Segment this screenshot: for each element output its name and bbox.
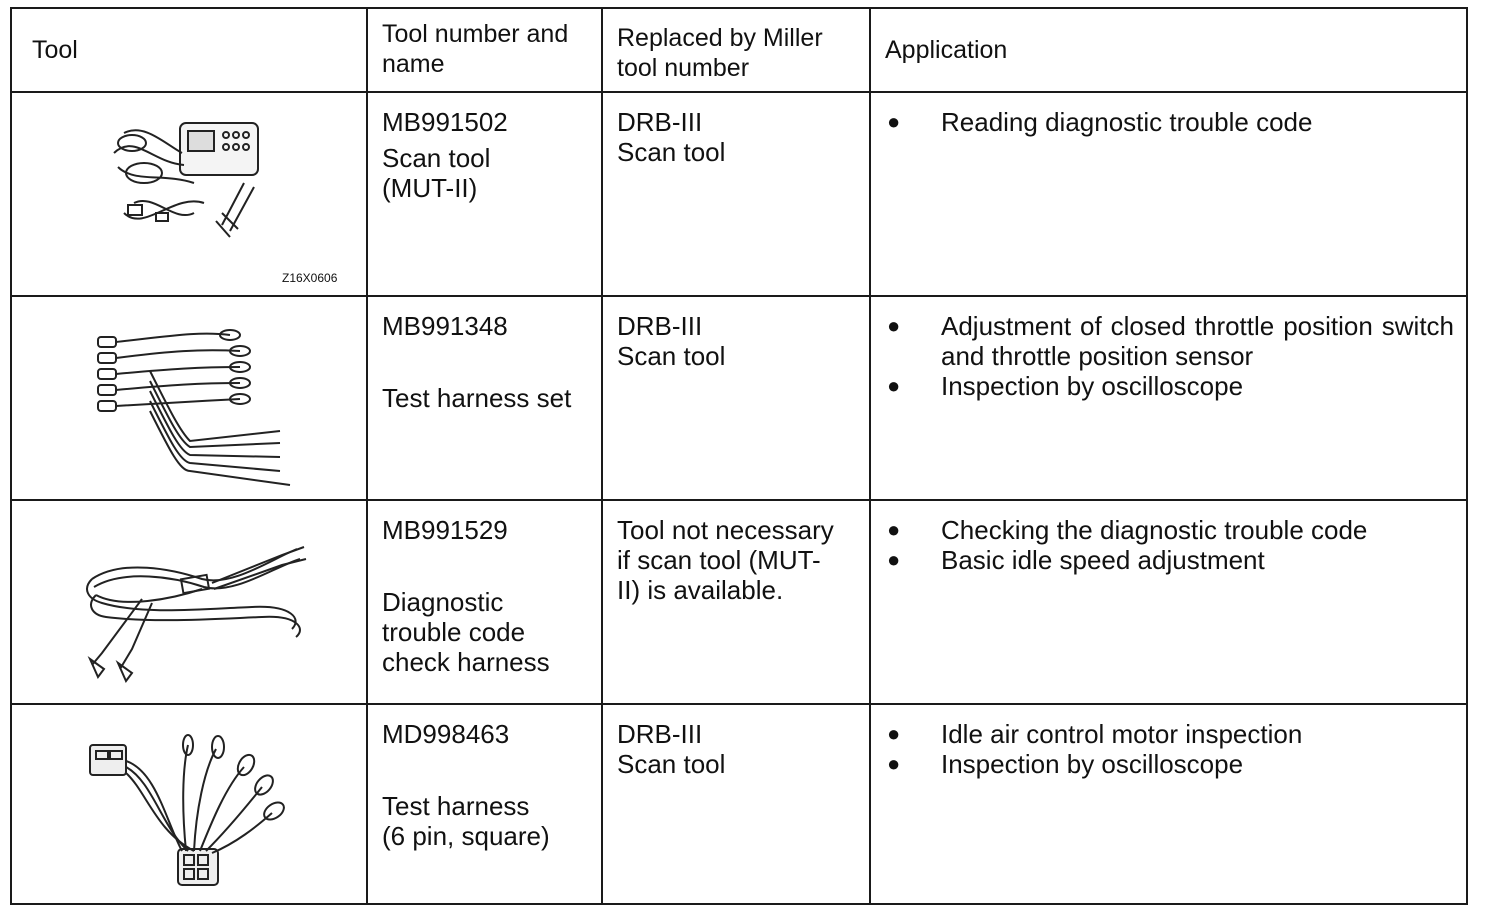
header-tool-label: Tool [32, 36, 78, 64]
application-cell [869, 705, 1466, 903]
table-row [12, 93, 1466, 297]
application-list [885, 311, 1454, 401]
application-list [885, 107, 1454, 137]
header-cell-number-name [366, 9, 603, 91]
replaced-by-cell [601, 501, 871, 703]
application-item: ● Basic idle speed adjustment [885, 545, 1454, 575]
replaced-line: if scan tool (MUT- [617, 545, 821, 575]
tool-figure-cell [12, 297, 368, 499]
tool-name-line: Test harness [382, 791, 530, 821]
replaced-by-cell [601, 705, 871, 903]
test-harness-set-illustration-icon [90, 321, 300, 491]
figure-code-label: Z16X0606 [282, 271, 338, 285]
replaced-line: Scan tool [617, 341, 726, 371]
replaced-line: II) is available. [617, 575, 784, 605]
tool-figure-cell [12, 501, 368, 703]
tool-number-name-cell [366, 705, 603, 903]
header-cell-tool [12, 9, 368, 91]
application-cell [869, 501, 1466, 703]
tool-name-line: trouble code [382, 617, 526, 647]
six-pin-harness-illustration-icon [86, 731, 286, 891]
header-replaced-label: Replaced by Miller tool number [617, 24, 823, 82]
table-row [12, 297, 1466, 501]
tool-name-line: (MUT-II) [382, 173, 478, 203]
tool-name-line: check harness [382, 647, 550, 677]
table-header-row [12, 9, 1466, 93]
replaced-line: Scan tool [617, 749, 726, 779]
replaced-by-cell [601, 93, 871, 295]
tool-number: MB991529 [382, 515, 508, 545]
special-tools-table [10, 7, 1468, 905]
table-row [12, 501, 1466, 705]
tool-number-name-cell [366, 297, 603, 499]
replaced-line: DRB-III [617, 107, 703, 137]
tool-name-line: Diagnostic [382, 587, 504, 617]
replaced-line: DRB-III [617, 311, 703, 341]
tool-number: MB991348 [382, 311, 508, 341]
tool-number: MD998463 [382, 719, 510, 749]
application-item: ● Inspection by oscilloscope [885, 371, 1454, 401]
tool-number-name-cell [366, 93, 603, 295]
tool-name-line: Scan tool [382, 143, 491, 173]
application-list [885, 515, 1454, 575]
header-number-name-label: Tool number and name [382, 20, 569, 78]
application-item: ● Checking the diagnostic trouble code [885, 515, 1454, 545]
header-cell-application [869, 9, 1466, 91]
tool-figure-cell [12, 705, 368, 903]
tool-name-line: (6 pin, square) [382, 821, 550, 851]
check-harness-illustration-icon [82, 519, 312, 689]
application-item: ● Reading diagnostic trouble code [885, 107, 1454, 137]
application-cell [869, 93, 1466, 295]
tool-number: MB991502 [382, 107, 508, 137]
application-item: ● Idle air control motor inspection [885, 719, 1454, 749]
tool-number-name-cell [366, 501, 603, 703]
scan-tool-illustration-icon [104, 113, 274, 243]
table-row [12, 705, 1466, 903]
application-item: ● Adjustment of closed throttle position switch and throttle position sensor [885, 311, 1454, 371]
application-cell [869, 297, 1466, 499]
replaced-by-cell [601, 297, 871, 499]
tool-name-line: Test harness set [382, 383, 572, 413]
replaced-line: Scan tool [617, 137, 726, 167]
replaced-line: Tool not necessary [617, 515, 834, 545]
header-cell-replaced [601, 9, 871, 91]
header-application-label: Application [885, 36, 1008, 64]
tool-figure-cell [12, 93, 368, 295]
application-list [885, 719, 1454, 779]
application-item: ● Inspection by oscilloscope [885, 749, 1454, 779]
replaced-line: DRB-III [617, 719, 703, 749]
